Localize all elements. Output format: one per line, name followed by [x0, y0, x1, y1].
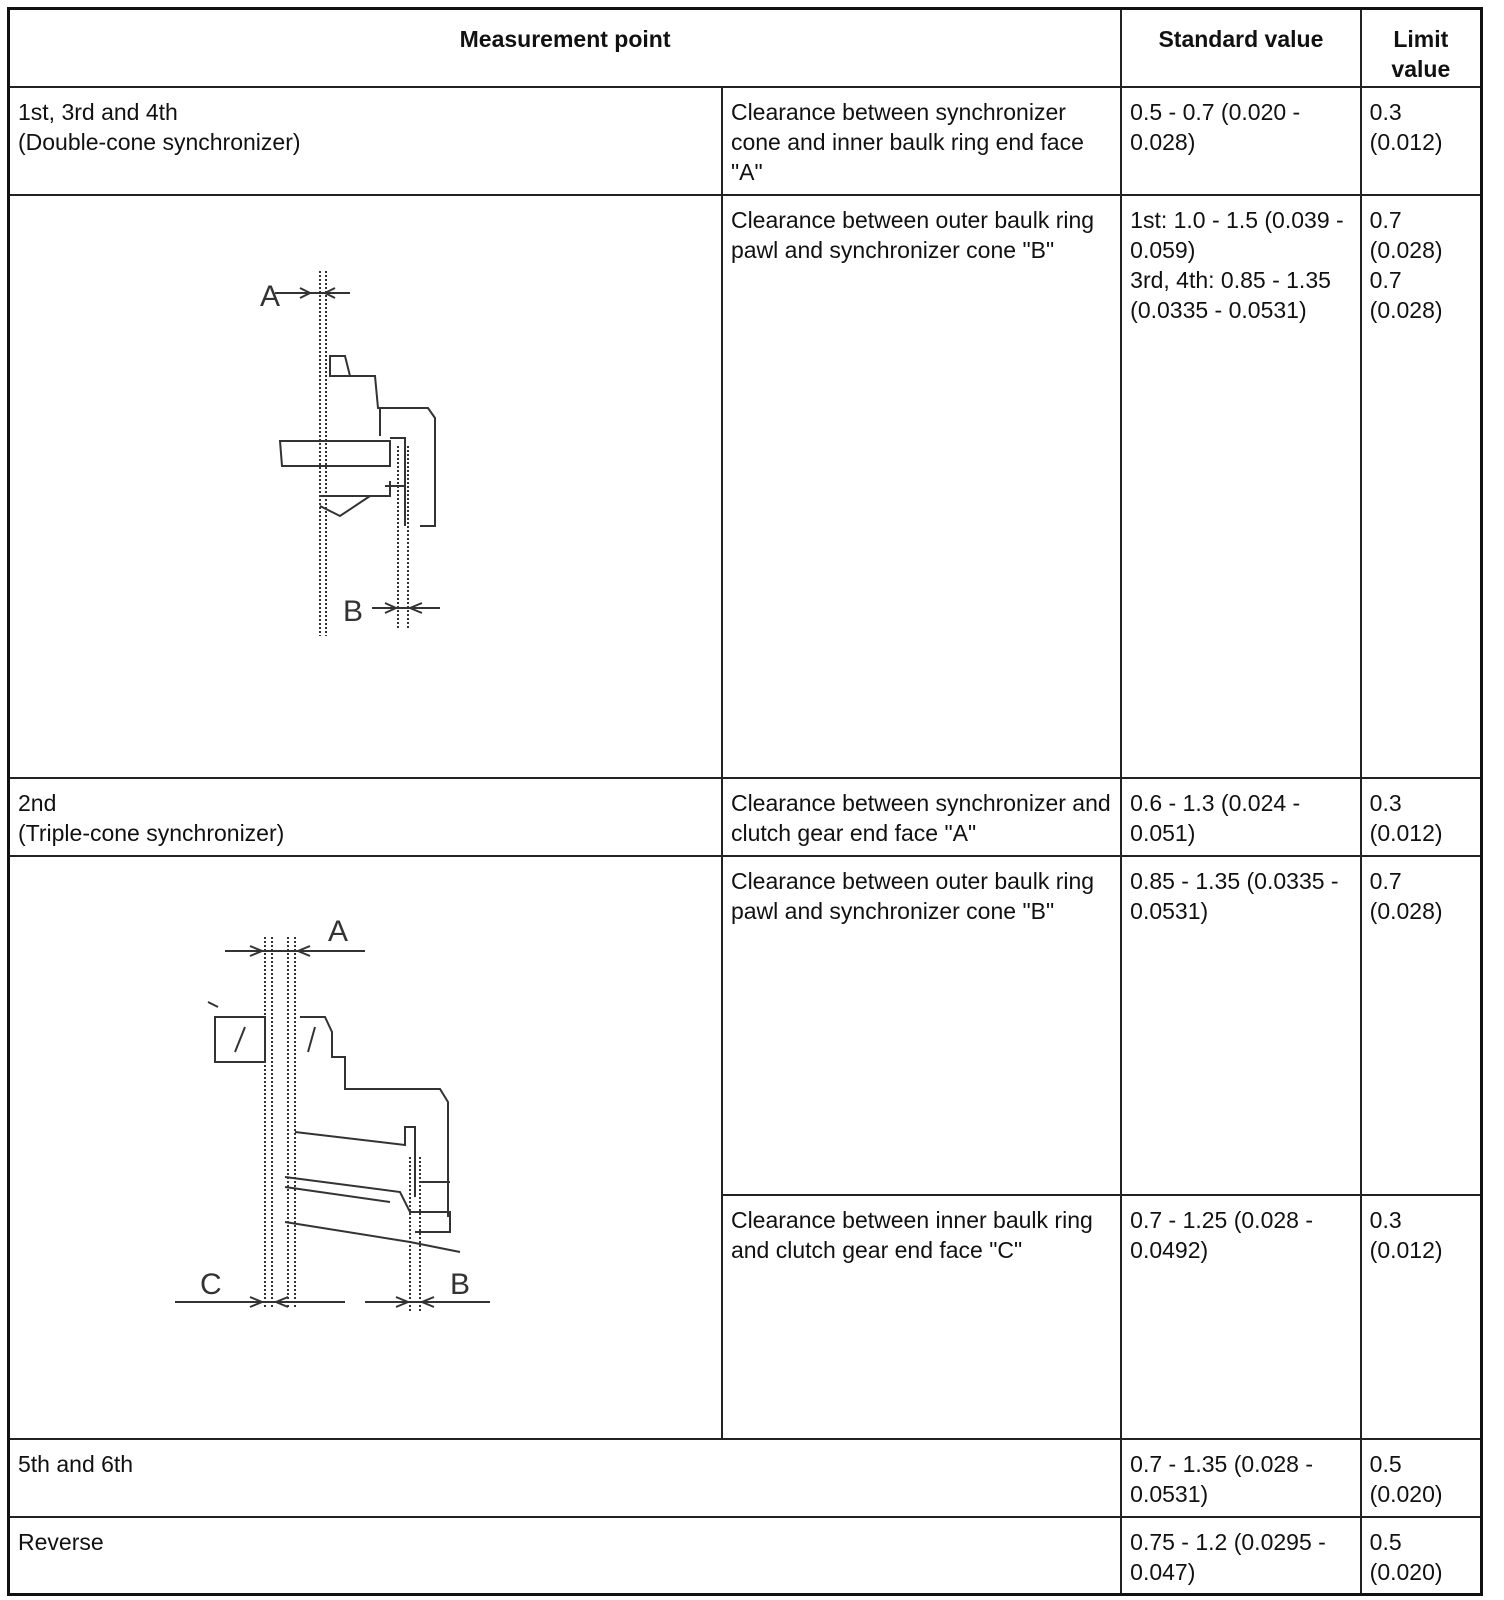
figure-label-a: A	[260, 279, 281, 313]
figure-label-a: A	[328, 915, 349, 949]
limit-value: 0.3 (0.012)	[1361, 778, 1482, 857]
row-description: Clearance between inner baulk ring and clutch gear end face "C"	[722, 1195, 1121, 1440]
table-row	[9, 1439, 1482, 1516]
figure-cell-triple-cone	[9, 856, 722, 1439]
standard-value: 0.6 - 1.3 (0.024 - 0.051)	[1121, 778, 1361, 857]
header-row	[9, 9, 1482, 87]
spec-table	[7, 7, 1483, 1596]
limit-value: 0.3 (0.012)	[1361, 87, 1482, 195]
table-row	[9, 87, 1482, 195]
row-label: 5th and 6th	[9, 1439, 1122, 1516]
row-label: 2nd (Triple-cone synchronizer)	[9, 778, 722, 857]
limit-value: 0.5 (0.020)	[1361, 1517, 1482, 1595]
figure-label-b: B	[450, 1268, 471, 1302]
row-description: Clearance between synchronizer cone and inner baulk ring end face "A"	[722, 87, 1121, 195]
table-row	[9, 1517, 1482, 1595]
row-description: Clearance between outer baulk ring pawl and synchronizer cone "B"	[722, 195, 1121, 778]
limit-value: 0.7 (0.028) 0.7 (0.028)	[1361, 195, 1482, 778]
header-limit-value: Limit value	[1361, 9, 1482, 87]
figure-label-b: B	[343, 594, 364, 628]
figure-label-c: C	[200, 1268, 222, 1302]
header-standard-value: Standard value	[1121, 9, 1361, 87]
figure-cell-double-cone	[9, 195, 722, 778]
table-row	[9, 856, 1482, 1195]
table-row	[9, 195, 1482, 778]
row-label: 1st, 3rd and 4th (Double-cone synchronizer)	[9, 87, 722, 195]
standard-value: 1st: 1.0 - 1.5 (0.039 - 0.059) 3rd, 4th: 0.85 - 1.35 (0.0335 - 0.0531)	[1121, 195, 1361, 778]
row-label: Reverse	[9, 1517, 1122, 1595]
double-cone-synchronizer-diagram	[10, 196, 707, 768]
table-row	[9, 778, 1482, 857]
standard-value: 0.5 - 0.7 (0.020 - 0.028)	[1121, 87, 1361, 195]
standard-value: 0.7 - 1.25 (0.028 - 0.0492)	[1121, 1195, 1361, 1440]
limit-value: 0.3 (0.012)	[1361, 1195, 1482, 1440]
row-description: Clearance between outer baulk ring pawl and synchronizer cone "B"	[722, 856, 1121, 1195]
limit-value: 0.7 (0.028)	[1361, 856, 1482, 1195]
standard-value: 0.7 - 1.35 (0.028 - 0.0531)	[1121, 1439, 1361, 1516]
standard-value: 0.75 - 1.2 (0.0295 - 0.047)	[1121, 1517, 1361, 1595]
standard-value: 0.85 - 1.35 (0.0335 - 0.0531)	[1121, 856, 1361, 1195]
limit-value: 0.5 (0.020)	[1361, 1439, 1482, 1516]
triple-cone-synchronizer-diagram	[10, 857, 707, 1429]
row-description: Clearance between synchronizer and clutch gear end face "A"	[722, 778, 1121, 857]
header-measurement-point: Measurement point	[9, 9, 1122, 87]
